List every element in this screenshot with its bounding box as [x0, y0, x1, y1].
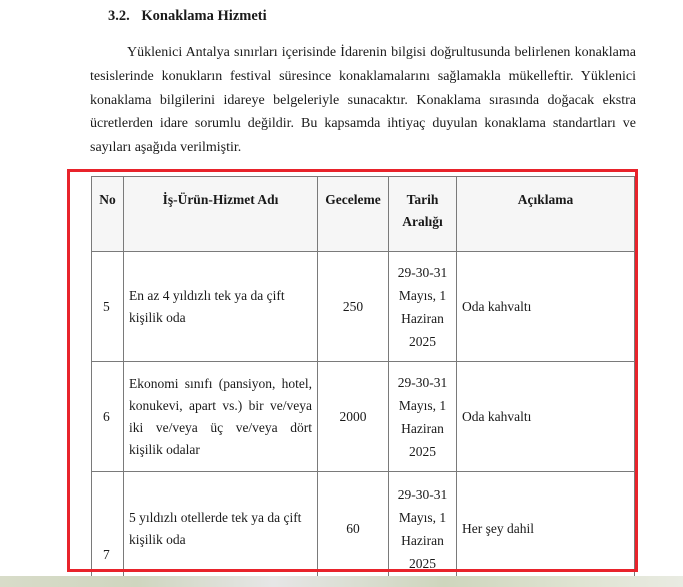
section-heading: [108, 8, 267, 25]
table-row: [92, 362, 635, 472]
row-date-line: 2025: [409, 556, 436, 571]
accommodation-table: [91, 176, 635, 587]
table-row: [92, 472, 635, 587]
row-date: [389, 362, 457, 472]
row-date-line: Mayıs, 1: [398, 397, 447, 413]
row-date-line: Mayıs, 1: [398, 287, 447, 303]
row-date-line: Haziran: [401, 310, 444, 326]
row-date-line: Haziran: [401, 420, 444, 436]
row-no: 6: [92, 362, 124, 472]
row-desc: Her şey dahil: [457, 472, 635, 587]
paragraph-text: Yüklenici Antalya sınırları içerisinde İdarenin bilgisi doğrultusunda belirlenen konaklama tesislerinde konukların festival süresince konaklamalarını sağlamakla mükelleftir. Yüklenici konaklama bilgilerini idareye belgeleriyle sunacaktır. Konaklama sırasında doğacak ekstra ücretlerden idare sorumlu değildir. Bu kapsamda ihtiyaç duyulan konaklama standartları ve sayıları aşağıda verilmiştir.: [90, 45, 636, 156]
header-date: [389, 177, 457, 252]
row-date-line: 29-30-31: [397, 374, 448, 390]
bottom-edge-strip: [0, 576, 683, 587]
header-name: İş-Ürün-Hizmet Adı: [124, 177, 318, 252]
table-row: [92, 252, 635, 362]
row-name: Ekonomi sınıfı (pansiyon, hotel, konukevi, apart vs.) bir ve/veya iki ve/veya üç ve/veya dört kişilik odalar: [124, 362, 318, 472]
header-no: No: [92, 177, 124, 252]
row-name: 5 yıldızlı otellerde tek ya da çift kişilik oda: [124, 472, 318, 587]
row-date-line: 29-30-31: [397, 487, 448, 502]
row-date-line: Haziran: [401, 533, 444, 548]
row-desc: Oda kahvaltı: [457, 252, 635, 362]
row-name: En az 4 yıldızlı tek ya da çift kişilik oda: [124, 252, 318, 362]
header-date-line1: Tarih: [406, 192, 439, 207]
header-date-line2: Aralığı: [402, 214, 443, 229]
row-date: [389, 472, 457, 587]
row-nights: 2000: [318, 362, 389, 472]
header-nights: Geceleme: [318, 177, 389, 252]
row-date-line: 2025: [409, 443, 436, 459]
header-desc: Açıklama: [457, 177, 635, 252]
row-date: [389, 252, 457, 362]
section-title: Konaklama Hizmeti: [141, 8, 267, 24]
section-number: 3.2.: [108, 8, 130, 24]
row-desc: Oda kahvaltı: [457, 362, 635, 472]
row-no: 7: [92, 472, 124, 587]
table-header-row: [92, 177, 635, 252]
section-paragraph: [90, 41, 636, 160]
row-date-line: Mayıs, 1: [398, 510, 447, 525]
row-date-line: 2025: [409, 333, 436, 349]
row-date-line: 29-30-31: [397, 264, 448, 280]
row-no: 5: [92, 252, 124, 362]
row-nights: 250: [318, 252, 389, 362]
row-nights: 60: [318, 472, 389, 587]
